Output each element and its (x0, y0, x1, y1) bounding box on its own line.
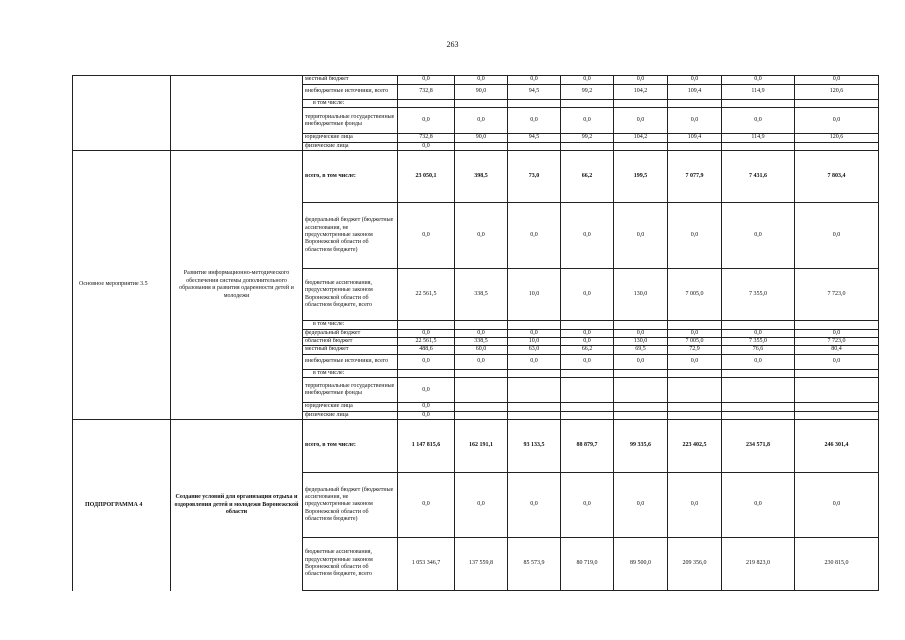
value-cell-y2018: 209 356,0 (668, 538, 722, 591)
value-cell-y2016: 0,0 (561, 338, 614, 346)
value-cell-y2016: 80 719,0 (561, 538, 614, 591)
funding-source-label: юридические лица (303, 403, 398, 411)
value-cell-y2020 (795, 403, 879, 411)
value-cell-total: 0,0 (398, 76, 455, 85)
value-cell-total: 0,0 (398, 403, 455, 411)
value-cell-y2014: 0,0 (455, 108, 508, 134)
value-cell-total: 732,8 (398, 85, 455, 100)
value-cell-y2015: 0,0 (508, 203, 561, 269)
value-cell-y2019: 7 355,0 (722, 269, 795, 321)
value-cell-y2019: 7 355,0 (722, 338, 795, 346)
value-cell-y2020: 80,4 (795, 346, 879, 354)
funding-source-label: федеральный бюджет (бюджетные ассигнования, не предусмотренные законом Воронежской области об областном бюджете) (303, 203, 398, 269)
value-cell-y2019: 0,0 (722, 329, 795, 337)
value-cell-y2017: 0,0 (614, 76, 668, 85)
value-cell-y2018: 0,0 (668, 108, 722, 134)
value-cell-total: 0,0 (398, 108, 455, 134)
value-cell-total (398, 321, 455, 329)
funding-source-label: федеральный бюджет (бюджетные ассигнования, не предусмотренные законом Воронежской области об областном бюджете) (303, 473, 398, 538)
value-cell-y2020 (795, 321, 879, 329)
value-cell-y2015 (508, 369, 561, 377)
value-cell-y2017: 130,0 (614, 338, 668, 346)
section-title: Развитие информационно-методического обеспечения системы дополнительного образования и развития одаренности детей и молодежи (171, 151, 303, 420)
value-cell-y2018: 0,0 (668, 76, 722, 85)
value-cell-y2020 (795, 378, 879, 403)
value-cell-total: 0,0 (398, 203, 455, 269)
value-cell-y2014 (455, 100, 508, 108)
value-cell-y2018: 7 005,0 (668, 269, 722, 321)
funding-source-label: юридические лица (303, 134, 398, 142)
value-cell-y2020: 230 815,0 (795, 538, 879, 591)
value-cell-y2018: 223 402,5 (668, 420, 722, 473)
value-cell-y2018: 72,9 (668, 346, 722, 354)
funding-source-label: всего, в том числе: (303, 151, 398, 203)
budget-table-body (73, 76, 879, 591)
value-cell-y2018 (668, 369, 722, 377)
section-name-cell (73, 76, 171, 151)
value-cell-total: 1 053 346,7 (398, 538, 455, 591)
value-cell-y2014: 338,5 (455, 269, 508, 321)
value-cell-y2015: 94,5 (508, 134, 561, 142)
funding-source-label: физические лица (303, 411, 398, 419)
value-cell-y2014: 0,0 (455, 473, 508, 538)
value-cell-y2017: 89 500,0 (614, 538, 668, 591)
page-number: 263 (446, 40, 459, 49)
value-cell-y2017: 0,0 (614, 354, 668, 369)
value-cell-y2014 (455, 142, 508, 150)
value-cell-y2020: 120,6 (795, 85, 879, 100)
value-cell-y2020: 0,0 (795, 203, 879, 269)
value-cell-y2019 (722, 403, 795, 411)
funding-source-label: в том числе: (303, 369, 398, 377)
value-cell-y2014: 338,5 (455, 338, 508, 346)
funding-source-label: бюджетные ассигнования, предусмотренные законом Воронежской области об областном бюджете, всего (303, 269, 398, 321)
value-cell-y2019 (722, 411, 795, 419)
funding-source-label: федеральный бюджет (303, 329, 398, 337)
value-cell-y2018: 7 005,0 (668, 338, 722, 346)
value-cell-y2014 (455, 378, 508, 403)
value-cell-y2014: 137 559,8 (455, 538, 508, 591)
value-cell-y2019: 7 431,6 (722, 151, 795, 203)
value-cell-y2014: 0,0 (455, 76, 508, 85)
value-cell-y2019: 219 823,0 (722, 538, 795, 591)
value-cell-y2015: 73,0 (508, 151, 561, 203)
value-cell-y2015 (508, 378, 561, 403)
value-cell-y2014 (455, 403, 508, 411)
value-cell-y2015: 0,0 (508, 354, 561, 369)
value-cell-y2020: 246 301,4 (795, 420, 879, 473)
value-cell-y2015: 0,0 (508, 108, 561, 134)
value-cell-y2016 (561, 403, 614, 411)
value-cell-y2018: 0,0 (668, 354, 722, 369)
value-cell-y2019 (722, 321, 795, 329)
value-cell-y2017 (614, 403, 668, 411)
value-cell-y2019: 0,0 (722, 473, 795, 538)
value-cell-y2020 (795, 142, 879, 150)
value-cell-total: 23 050,1 (398, 151, 455, 203)
value-cell-y2017 (614, 142, 668, 150)
value-cell-y2018 (668, 321, 722, 329)
value-cell-total: 0,0 (398, 329, 455, 337)
value-cell-total: 1 147 815,6 (398, 420, 455, 473)
value-cell-y2016: 0,0 (561, 329, 614, 337)
value-cell-total: 732,8 (398, 134, 455, 142)
value-cell-y2020 (795, 411, 879, 419)
value-cell-y2015 (508, 411, 561, 419)
value-cell-y2017: 0,0 (614, 203, 668, 269)
value-cell-y2014: 0,0 (455, 203, 508, 269)
value-cell-y2017: 0,0 (614, 329, 668, 337)
value-cell-y2019: 0,0 (722, 76, 795, 85)
value-cell-total: 0,0 (398, 411, 455, 419)
section-name: ПОДПРОГРАММА 4 (85, 501, 143, 508)
table-row (73, 151, 879, 203)
funding-source-label: в том числе: (303, 321, 398, 329)
funding-source-label: физические лица (303, 142, 398, 150)
value-cell-y2015 (508, 100, 561, 108)
funding-source-label: местный бюджет (303, 346, 398, 354)
value-cell-y2015: 63,0 (508, 346, 561, 354)
value-cell-y2017 (614, 369, 668, 377)
value-cell-y2014: 162 191,1 (455, 420, 508, 473)
value-cell-y2017 (614, 321, 668, 329)
value-cell-y2020: 0,0 (795, 108, 879, 134)
budget-table (72, 75, 879, 591)
section-name-cell (73, 151, 171, 420)
value-cell-y2016: 0,0 (561, 203, 614, 269)
value-cell-y2017: 69,5 (614, 346, 668, 354)
value-cell-y2016: 66,2 (561, 151, 614, 203)
value-cell-y2019: 0,0 (722, 354, 795, 369)
value-cell-total (398, 369, 455, 377)
funding-source-label: областной бюджет (303, 338, 398, 346)
value-cell-total: 0,0 (398, 473, 455, 538)
value-cell-y2015 (508, 321, 561, 329)
value-cell-y2016 (561, 378, 614, 403)
value-cell-y2015 (508, 403, 561, 411)
value-cell-y2020: 7 723,0 (795, 338, 879, 346)
value-cell-y2018: 0,0 (668, 329, 722, 337)
section-name: Основное мероприятие 3.5 (79, 281, 148, 288)
value-cell-y2016 (561, 321, 614, 329)
value-cell-y2015 (508, 142, 561, 150)
value-cell-y2020 (795, 100, 879, 108)
value-cell-y2016: 66,2 (561, 346, 614, 354)
value-cell-y2015: 10,0 (508, 338, 561, 346)
value-cell-y2014: 90,0 (455, 134, 508, 142)
value-cell-y2015: 94,5 (508, 85, 561, 100)
value-cell-y2014: 0,0 (455, 329, 508, 337)
value-cell-y2019: 76,6 (722, 346, 795, 354)
value-cell-y2020: 0,0 (795, 473, 879, 538)
value-cell-y2018 (668, 378, 722, 403)
value-cell-y2017 (614, 100, 668, 108)
funding-source-label: бюджетные ассигнования, предусмотренные законом Воронежской области об областном бюджете, всего (303, 538, 398, 591)
section-title: Создание условий для организации отдыха и оздоровления детей и молодежи Воронежской области (171, 420, 303, 591)
value-cell-y2016: 0,0 (561, 354, 614, 369)
value-cell-y2018 (668, 403, 722, 411)
value-cell-y2020: 7 723,0 (795, 269, 879, 321)
value-cell-y2017: 104,2 (614, 134, 668, 142)
value-cell-y2016 (561, 411, 614, 419)
funding-source-label: внебюджетные источники, всего (303, 354, 398, 369)
value-cell-y2017: 99 335,6 (614, 420, 668, 473)
value-cell-y2019 (722, 100, 795, 108)
value-cell-y2015: 85 573,9 (508, 538, 561, 591)
value-cell-total: 0,0 (398, 378, 455, 403)
section-name-cell (73, 420, 171, 591)
value-cell-total: 22 561,5 (398, 269, 455, 321)
value-cell-y2017: 0,0 (614, 473, 668, 538)
value-cell-y2014: 398,5 (455, 151, 508, 203)
value-cell-y2016 (561, 369, 614, 377)
value-cell-y2018: 109,4 (668, 85, 722, 100)
value-cell-y2016: 99,2 (561, 85, 614, 100)
value-cell-y2015: 0,0 (508, 473, 561, 538)
value-cell-y2017: 130,0 (614, 269, 668, 321)
value-cell-y2018: 7 077,9 (668, 151, 722, 203)
value-cell-y2020: 120,6 (795, 134, 879, 142)
value-cell-y2020: 0,0 (795, 354, 879, 369)
table-row (73, 76, 879, 85)
value-cell-y2017: 104,2 (614, 85, 668, 100)
value-cell-y2019: 0,0 (722, 203, 795, 269)
value-cell-y2019: 0,0 (722, 108, 795, 134)
value-cell-y2015: 10,0 (508, 269, 561, 321)
value-cell-y2016 (561, 100, 614, 108)
value-cell-y2018 (668, 411, 722, 419)
value-cell-y2018 (668, 100, 722, 108)
value-cell-y2016: 0,0 (561, 473, 614, 538)
value-cell-y2015: 93 133,5 (508, 420, 561, 473)
funding-source-label: местный бюджет (303, 76, 398, 85)
value-cell-y2014 (455, 411, 508, 419)
value-cell-y2018: 0,0 (668, 203, 722, 269)
value-cell-y2014 (455, 369, 508, 377)
value-cell-y2018: 0,0 (668, 473, 722, 538)
value-cell-y2014: 60,0 (455, 346, 508, 354)
value-cell-y2014: 90,0 (455, 85, 508, 100)
value-cell-total: 0,0 (398, 354, 455, 369)
value-cell-y2020: 0,0 (795, 329, 879, 337)
value-cell-y2019: 114,9 (722, 134, 795, 142)
value-cell-total: 0,0 (398, 142, 455, 150)
value-cell-y2014: 0,0 (455, 354, 508, 369)
value-cell-y2019 (722, 142, 795, 150)
value-cell-y2019 (722, 378, 795, 403)
value-cell-total (398, 100, 455, 108)
value-cell-y2018: 109,4 (668, 134, 722, 142)
table-row (73, 420, 879, 473)
value-cell-y2019: 114,9 (722, 85, 795, 100)
value-cell-y2017 (614, 378, 668, 403)
value-cell-y2016: 99,2 (561, 134, 614, 142)
funding-source-label: в том числе: (303, 100, 398, 108)
value-cell-y2019: 234 571,8 (722, 420, 795, 473)
funding-source-label: территориальные государственные внебюджетные фонды (303, 378, 398, 403)
section-title (171, 76, 303, 151)
value-cell-y2019 (722, 369, 795, 377)
funding-source-label: территориальные государственные внебюджетные фонды (303, 108, 398, 134)
value-cell-y2016: 0,0 (561, 269, 614, 321)
value-cell-total: 22 561,5 (398, 338, 455, 346)
value-cell-y2015: 0,0 (508, 76, 561, 85)
value-cell-y2016: 0,0 (561, 108, 614, 134)
funding-source-label: внебюджетные источники, всего (303, 85, 398, 100)
funding-source-label: всего, в том числе: (303, 420, 398, 473)
value-cell-y2017: 199,5 (614, 151, 668, 203)
value-cell-y2016: 88 879,7 (561, 420, 614, 473)
value-cell-y2020 (795, 369, 879, 377)
value-cell-y2018 (668, 142, 722, 150)
value-cell-y2020: 7 803,4 (795, 151, 879, 203)
value-cell-total: 488,6 (398, 346, 455, 354)
value-cell-y2014 (455, 321, 508, 329)
value-cell-y2016 (561, 142, 614, 150)
value-cell-y2017: 0,0 (614, 108, 668, 134)
value-cell-y2015: 0,0 (508, 329, 561, 337)
value-cell-y2020: 0,0 (795, 76, 879, 85)
value-cell-y2017 (614, 411, 668, 419)
value-cell-y2016: 0,0 (561, 76, 614, 85)
